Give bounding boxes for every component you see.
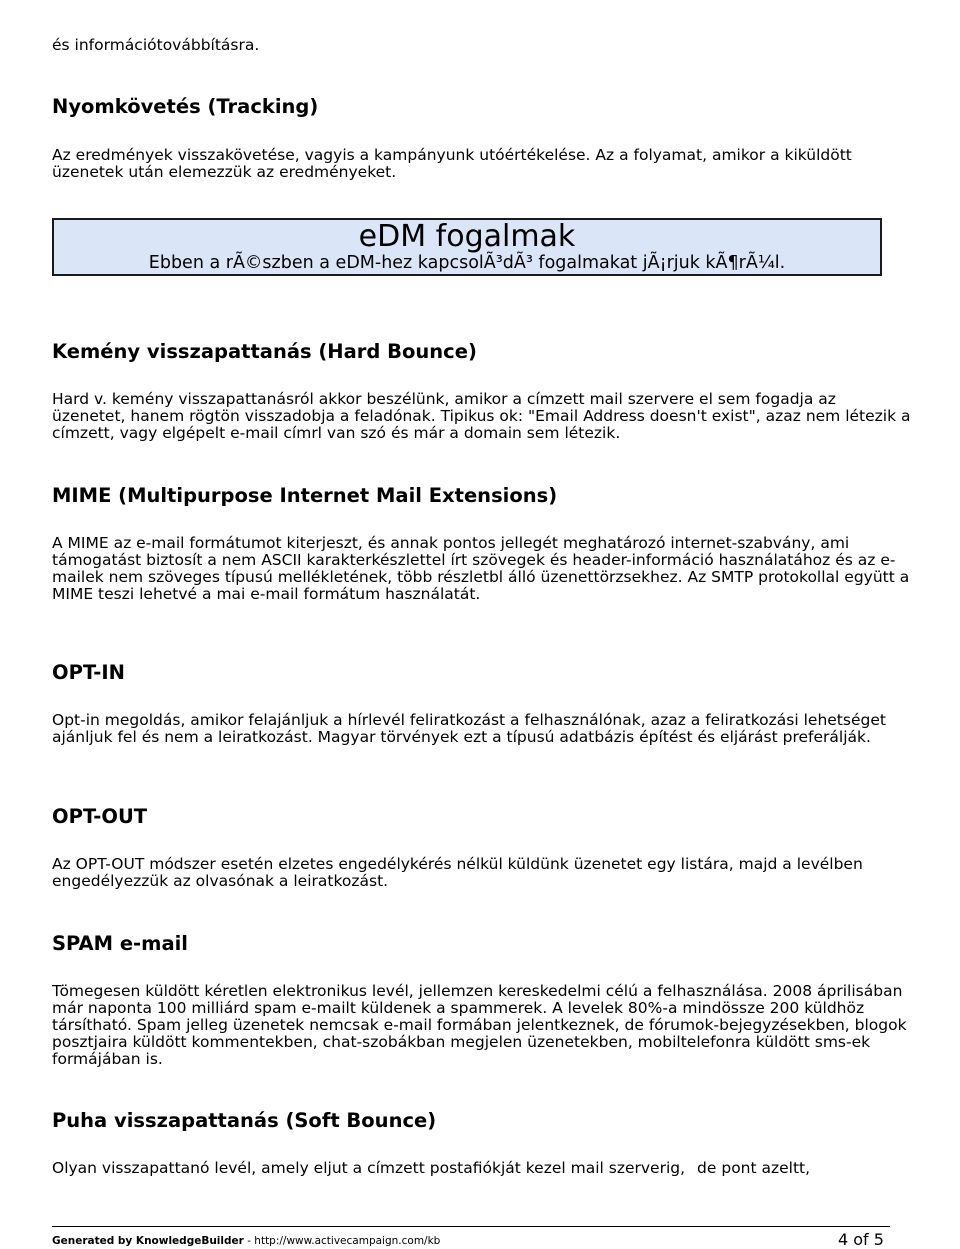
mime-heading: MIME (Multipurpose Internet Mail Extensions) bbox=[52, 484, 558, 507]
footer-divider bbox=[52, 1226, 890, 1227]
footer-credit bbox=[52, 1235, 440, 1248]
soft-bounce-text-part2: de pont azeltt, bbox=[697, 1159, 811, 1177]
page-indicator: 4 of 5 bbox=[838, 1230, 884, 1249]
opt-in-paragraph: Opt-in megoldás, amikor felajánljuk a hírlevél feliratkozást a felhasználónak, azaz a feliratkozási lehetséget ajánljuk fel és nem a leiratkozást. Magyar törvények ezt a típusú adatbázis építést és eljárást preferálják. bbox=[52, 711, 886, 746]
soft-bounce-text-part1: Olyan visszapattanó levél, amely eljut a címzett postafiókját kezel mail szerverig, bbox=[52, 1159, 686, 1177]
spam-paragraph: Tömegesen küldött kéretlen elektronikus levél, jellemzen kereskedelmi célú a felhasználása. 2008 áprilisában már naponta 100 milliárd spam e-mailt küldenek a spammerek. A levelek 80%-a mindössze 200 küldhöz társítható. Spam jelleg üzenetek nemcsak e-mail formában jelentkeznek, de fórumok-bejegyzésekben, blogok posztjaira küldött kommentekben, chat-szobákban megjelen üzenetekben, mobiltelefonra küldött sms-ek formájában is. bbox=[52, 982, 907, 1068]
tracking-heading: Nyomkövetés (Tracking) bbox=[52, 95, 319, 118]
footer-generated-by: Generated by KnowledgeBuilder bbox=[52, 1235, 244, 1247]
opt-out-heading: OPT-OUT bbox=[52, 805, 148, 828]
opt-in-heading: OPT-IN bbox=[52, 661, 125, 684]
footer-url-link[interactable]: http://www.activecampaign.com/kb bbox=[254, 1235, 441, 1247]
tracking-paragraph: Az eredmények visszakövetése, vagyis a kampányunk utóértékelése. Az a folyamat, amikor a kiküldött üzenetek után elemezzük az eredményeket. bbox=[52, 146, 852, 181]
spam-heading: SPAM e-mail bbox=[52, 932, 188, 955]
mime-paragraph: A MIME az e-mail formátumot kiterjeszt, és annak pontos jellegét meghatározó internet-szabvány, ami támogatást biztosít a nem ASCII karakterkészlettel írt szövegek és header-információ használatához és az e-mailek nem szöveges típusú mellékletének, több részletbl álló üzenettörzsekhez. Az SMTP protokollal együtt a MIME teszi lehetvé a mai e-mail formátum használatát. bbox=[52, 534, 910, 603]
soft-bounce-paragraph bbox=[52, 1160, 912, 1177]
footer-separator: - bbox=[243, 1235, 255, 1247]
edm-concepts-banner bbox=[52, 218, 882, 276]
hard-bounce-paragraph: Hard v. kemény visszapattanásról akkor beszélünk, amikor a címzett mail szervere el sem fogadja az üzenetet, hanem rögtön visszadobja a feladónak. Tipikus ok: "Email Address doesn't exist", azaz nem létezik a címzett, vagy elgépelt e-mail címrl van szó és már a domain sem létezik. bbox=[52, 390, 911, 442]
banner-title: eDM fogalmak bbox=[358, 219, 576, 254]
banner-subtitle: Ebben a rÃ©szben a eDM-hez kapcsolÃ³dÃ³ fogalmakat jÃ¡rjuk kÃ¶rÃ¼l. bbox=[148, 253, 786, 273]
hard-bounce-heading: Kemény visszapattanás (Hard Bounce) bbox=[52, 340, 477, 363]
intro-fragment: és információtovábbításra. bbox=[52, 36, 260, 54]
opt-out-paragraph: Az OPT-OUT módszer esetén elzetes engedélykérés nélkül küldünk üzenetet egy listára, majd a levélben engedélyezzük az olvasónak a leiratkozást. bbox=[52, 855, 863, 890]
soft-bounce-heading: Puha visszapattanás (Soft Bounce) bbox=[52, 1109, 437, 1132]
